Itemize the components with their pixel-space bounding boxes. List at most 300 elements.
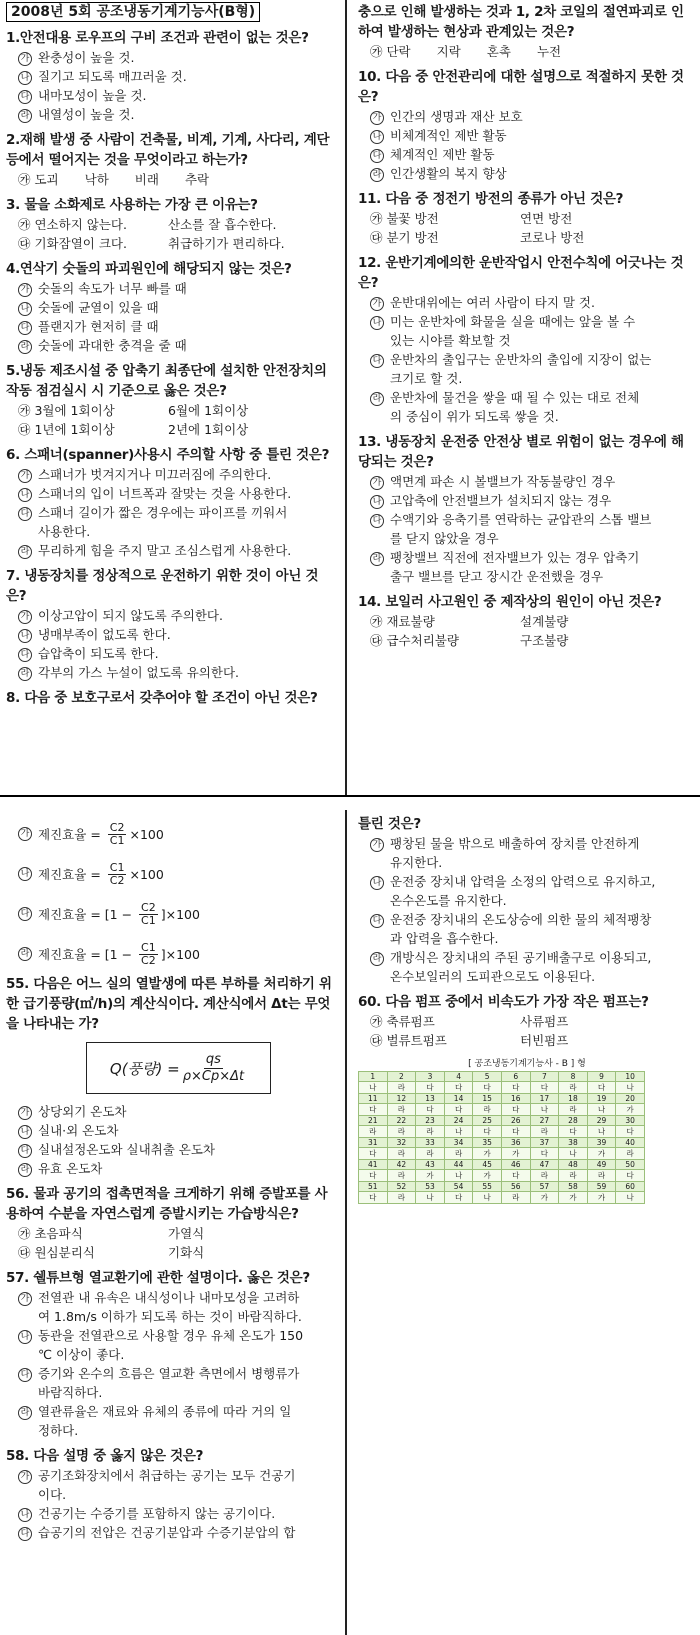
option-text: 건공기는 수증기를 포함하지 않는 공기이다. [38, 1506, 276, 1521]
question-number-cell: 24 [444, 1116, 473, 1126]
option-marker: 나 [18, 71, 32, 85]
question-number-cell: 16 [501, 1094, 530, 1104]
option-text: 스패너의 입이 너트폭과 잘맞는 것을 사용한다. [38, 486, 292, 501]
option-marker: 가 [370, 476, 384, 490]
question-number-cell: 13 [416, 1094, 445, 1104]
question-title: 6. 스패너(spanner)사용시 주의할 사항 중 틀린 것은? [6, 447, 330, 463]
answer-cell: 가 [616, 1104, 645, 1116]
option-text-continued: 과 압력을 흡수한다. [390, 931, 499, 946]
question-number-cell: 21 [359, 1116, 388, 1126]
answer-option [6, 606, 336, 625]
option-text: 전열관 내 유속은 내식성이나 내마모성을 고려하 [38, 1290, 300, 1305]
answer-option [358, 107, 696, 126]
answer-option-row [358, 1012, 696, 1031]
answer-cell: 다 [444, 1192, 473, 1204]
formula-denominator: C1 [109, 833, 125, 847]
answer-option: ㉰ 분기 방전 [370, 230, 439, 245]
answer-option: 가열식 [168, 1226, 205, 1241]
question [6, 259, 336, 355]
option-text-continued: 바람직하다. [38, 1385, 103, 1400]
question-number-cell: 17 [530, 1094, 559, 1104]
question-number-cell: 3 [416, 1072, 445, 1082]
option-text: 질기고 되도록 매끄러울 것. [38, 69, 187, 84]
formula-numerator: C1 [141, 940, 156, 954]
answer-option [6, 1466, 336, 1485]
answer-option [6, 1288, 336, 1307]
answer-cell: 다 [416, 1082, 445, 1094]
answer-option: 설계불량 [520, 614, 569, 629]
option-text: 숫돌에 과대한 충격을 줄 때 [38, 338, 187, 353]
answer-cell: 라 [387, 1170, 416, 1182]
answer-table-answer-row [359, 1170, 645, 1182]
question-number-cell: 2 [387, 1072, 416, 1082]
question-number-cell: 39 [587, 1138, 616, 1148]
answer-option [358, 834, 696, 853]
answer-option: 구조불량 [520, 633, 569, 648]
answer-option [6, 1504, 336, 1523]
question [358, 2, 696, 61]
option-text: 스패너가 벗겨지거나 미끄러짐에 주의한다. [38, 467, 272, 482]
question-title: 7. 냉동장치를 정상적으로 운전하기 위한 것이 아닌 것은? [6, 568, 319, 604]
answer-option: 혼촉 [486, 44, 511, 59]
option-marker: 라 [370, 392, 384, 406]
answer-cell: 라 [387, 1082, 416, 1094]
option-marker: 가 [370, 838, 384, 852]
question-number-cell: 5 [473, 1072, 502, 1082]
answer-cell: 라 [473, 1104, 502, 1116]
formula-numerator: C1 [109, 860, 125, 874]
question-number-cell: 15 [473, 1094, 502, 1104]
question-number-cell: 49 [587, 1160, 616, 1170]
answer-option [358, 472, 696, 491]
answer-option [358, 948, 696, 967]
page-separator [0, 795, 700, 810]
formula-label: 제진효율 [38, 947, 87, 962]
formula-numerator: qs [205, 1051, 221, 1067]
option-marker: 나 [18, 488, 32, 502]
option-marker: 다 [370, 914, 384, 928]
option-text: 숫돌에 균열이 있을 때 [38, 300, 159, 315]
answer-option: 취급하기가 편리하다. [168, 236, 285, 251]
option-marker: 가 [370, 297, 384, 311]
question-number-cell: 57 [530, 1182, 559, 1192]
answer-cell: 라 [587, 1170, 616, 1182]
answer-option-row [358, 228, 696, 247]
answer-cell: 나 [559, 1148, 588, 1160]
answer-option-row [6, 1243, 336, 1262]
answer-cell: 라 [387, 1148, 416, 1160]
answer-option [6, 1121, 336, 1140]
answer-cell: 라 [530, 1170, 559, 1182]
question-title: 14. 보일러 사고원인 중 제작상의 원인이 아닌 것은? [358, 594, 662, 610]
option-text-continued: 온수온도를 유지한다. [390, 893, 507, 908]
answer-table-answer-row [359, 1126, 645, 1138]
answer-cell: 다 [359, 1148, 388, 1160]
option-marker: 라 [18, 545, 32, 559]
option-marker: 다 [370, 354, 384, 368]
question-number-cell: 46 [501, 1160, 530, 1170]
question-number-cell: 27 [530, 1116, 559, 1126]
option-text-continued: 를 닫지 않았을 경우 [390, 531, 499, 546]
formula-fraction [183, 1052, 244, 1085]
answer-cell: 라 [387, 1126, 416, 1138]
formula-option [6, 894, 336, 934]
option-marker: 가 [18, 283, 32, 297]
answer-table-number-row [359, 1072, 645, 1082]
answer-option: 누전 [536, 44, 562, 59]
column-divider [345, 0, 347, 795]
question-number-cell: 9 [587, 1072, 616, 1082]
option-text: 공기조화장치에서 취급하는 공기는 모두 건공기 [38, 1468, 296, 1483]
option-text: 운전중 장치내의 온도상승에 의한 물의 체적팽창 [390, 912, 652, 927]
question-number-cell: 12 [387, 1094, 416, 1104]
answer-cell: 다 [501, 1104, 530, 1116]
answer-table-answer-row [359, 1148, 645, 1160]
answer-cell: 다 [416, 1104, 445, 1116]
question-number-cell: 53 [416, 1182, 445, 1192]
formula-option [6, 934, 336, 974]
question-number-cell: 1 [359, 1072, 388, 1082]
option-text: 냉매부족이 없도록 한다. [38, 627, 171, 642]
option-text: 운전중 장치내 압력을 소정의 압력으로 유지하고, [390, 874, 656, 889]
option-marker: 다 [18, 90, 32, 104]
formula-label: 제진효율 [38, 827, 87, 842]
option-marker: 나 [18, 1508, 32, 1522]
option-text: 완충성이 높을 것. [38, 50, 135, 65]
option-text-continued: 유지한다. [390, 855, 443, 870]
answer-option [6, 541, 336, 560]
question-number-cell: 60 [616, 1182, 645, 1192]
option-text-continued: ℃ 이상이 좋다. [38, 1347, 125, 1362]
answer-table-number-row [359, 1160, 645, 1170]
option-marker: 라 [18, 109, 32, 123]
exam-page-2 [0, 810, 700, 1635]
option-marker: 나 [370, 495, 384, 509]
answer-table-answer-row [359, 1192, 645, 1204]
option-text: 팽창된 물을 밖으로 배출하여 장치를 안전하게 [390, 836, 640, 851]
question-number-cell: 7 [530, 1072, 559, 1082]
answer-table-answer-row [359, 1082, 645, 1094]
option-marker: 라 [370, 952, 384, 966]
answer-option [358, 510, 696, 529]
formula-suffix: ×100 [129, 866, 164, 882]
question [358, 814, 696, 986]
question-number-cell: 28 [559, 1116, 588, 1126]
answer-table-answer-row [359, 1104, 645, 1116]
question-number-cell: 58 [559, 1182, 588, 1192]
option-marker: 가 [18, 1106, 32, 1120]
answer-cell: 나 [587, 1126, 616, 1138]
option-marker: 나 [18, 867, 32, 881]
option-text: 유효 온도차 [38, 1161, 103, 1176]
formula-fraction [108, 862, 127, 887]
question-title: 55. 다음은 어느 실의 열발생에 따른 부하를 처리하기 위한 급기풍량(㎥/h)의 계산식이다. 계산식에서 Δt는 무엇을 나타내는 가? [6, 976, 332, 1032]
question-number-cell: 26 [501, 1116, 530, 1126]
answer-cell: 라 [387, 1104, 416, 1116]
option-text: 각부의 가스 누설이 없도록 유의한다. [38, 665, 239, 680]
answer-option: 추락 [184, 172, 210, 187]
question [6, 566, 336, 682]
option-marker: 라 [370, 552, 384, 566]
question-title: 58. 다음 설명 중 옳지 않은 것은? [6, 1448, 204, 1464]
answer-option-row [6, 170, 336, 189]
option-text: 무리하게 힘을 주지 말고 조심스럽게 사용한다. [38, 543, 292, 558]
question-number-cell: 52 [387, 1182, 416, 1192]
answer-option: 사류펌프 [520, 1014, 569, 1029]
answer-option: 6월에 1회이상 [168, 403, 249, 418]
answer-cell: 나 [616, 1192, 645, 1204]
answer-cell: 다 [359, 1170, 388, 1182]
question [6, 974, 336, 1178]
question-number-cell: 50 [616, 1160, 645, 1170]
answer-option [6, 1159, 336, 1178]
answer-cell: 나 [530, 1104, 559, 1116]
question-title: 11. 다음 중 정전기 방전의 종류가 아닌 것은? [358, 191, 624, 207]
formula-option [6, 814, 336, 854]
answer-option [358, 164, 696, 183]
answer-option [6, 1523, 336, 1542]
answer-option: ㉰ 기화잠열이 크다. [18, 236, 127, 251]
answer-cell: 라 [559, 1170, 588, 1182]
answer-option [6, 48, 336, 67]
answer-cell: 나 [473, 1192, 502, 1204]
formula-suffix: ]×100 [160, 946, 200, 962]
question-title: 충으로 인해 발생하는 것과 1, 2차 코일의 절연파괴로 인하여 발생하는 현상과 관계있는 것은? [358, 4, 684, 40]
question [6, 1446, 336, 1542]
formula-fraction [139, 942, 158, 967]
answer-option-row [358, 209, 696, 228]
option-text: 실내설정온도와 실내취출 온도차 [38, 1142, 215, 1157]
option-text: 고압축에 안전밸브가 설치되지 않는 경우 [390, 493, 612, 508]
answer-table-number-row [359, 1138, 645, 1148]
answer-option [6, 86, 336, 105]
option-marker: 다 [18, 1527, 32, 1541]
answer-option [358, 312, 696, 331]
option-marker: 나 [18, 1125, 32, 1139]
answer-option [358, 388, 696, 407]
question-number-cell: 59 [587, 1182, 616, 1192]
formula-denominator: ρ×Cp×Δt [182, 1068, 245, 1084]
question-number-cell: 35 [473, 1138, 502, 1148]
answer-option: ㉰ 급수처리불량 [370, 633, 459, 648]
question-number-cell: 14 [444, 1094, 473, 1104]
question-number-cell: 19 [587, 1094, 616, 1104]
answer-option: 기화식 [168, 1245, 205, 1260]
formula-denominator: C2 [109, 873, 125, 887]
option-text: 실내·외 온도차 [38, 1123, 119, 1138]
question-number-cell: 37 [530, 1138, 559, 1148]
option-text: 숫돌의 속도가 너무 빠를 때 [38, 281, 187, 296]
option-marker: 다 [370, 514, 384, 528]
answer-cell: 나 [359, 1082, 388, 1094]
answer-cell: 라 [359, 1126, 388, 1138]
question-number-cell: 51 [359, 1182, 388, 1192]
answer-option-row [358, 612, 696, 631]
option-text: 인간의 생명과 재산 보호 [390, 109, 523, 124]
option-marker: 라 [370, 168, 384, 182]
answer-cell: 다 [587, 1082, 616, 1094]
answer-option [358, 872, 696, 891]
question-title: 12. 운반기계에의한 운반작업시 안전수칙에 어긋나는 것은? [358, 255, 684, 291]
option-marker: 다 [18, 1368, 32, 1382]
option-marker: 가 [370, 111, 384, 125]
answer-cell: 다 [616, 1170, 645, 1182]
option-text-continued: 있는 시야를 확보할 것 [390, 333, 511, 348]
question [6, 195, 336, 253]
question [358, 432, 696, 586]
answer-option [358, 293, 696, 312]
answer-option-row [6, 215, 336, 234]
answer-cell: 다 [501, 1170, 530, 1182]
option-marker: 나 [370, 130, 384, 144]
option-marker: 다 [18, 648, 32, 662]
option-text: 상당외기 온도차 [38, 1104, 127, 1119]
option-text: 플랜지가 현저히 클 때 [38, 319, 159, 334]
answer-option [6, 1140, 336, 1159]
option-text-continued: 정하다. [38, 1423, 79, 1438]
formula-operator: = [90, 826, 101, 842]
formula-suffix: ]×100 [160, 906, 200, 922]
option-marker: 가 [18, 1292, 32, 1306]
option-text: 수액기와 응축기를 연락하는 균압관의 스톱 밸브 [390, 512, 652, 527]
option-text: 열관류율은 재료와 유체의 종류에 따라 거의 일 [38, 1404, 292, 1419]
answer-option [6, 484, 336, 503]
option-marker: 나 [18, 629, 32, 643]
answer-option: ㉰ 원심분리식 [18, 1245, 95, 1260]
question-number-cell: 10 [616, 1072, 645, 1082]
question-number-cell: 34 [444, 1138, 473, 1148]
formula-operator: = [1 − [90, 906, 133, 922]
answer-option [6, 1102, 336, 1121]
question-number-cell: 29 [587, 1116, 616, 1126]
answer-option: 터빈펌프 [520, 1033, 569, 1048]
question-number-cell: 31 [359, 1138, 388, 1148]
question-number-cell: 36 [501, 1138, 530, 1148]
question-number-cell: 6 [501, 1072, 530, 1082]
answer-option [358, 350, 696, 369]
formula-numerator: C2 [141, 900, 156, 914]
answer-cell: 가 [473, 1148, 502, 1160]
question-number-cell: 33 [416, 1138, 445, 1148]
question-number-cell: 47 [530, 1160, 559, 1170]
question [6, 130, 336, 189]
question [6, 688, 336, 708]
question [358, 592, 696, 650]
question-number-cell: 18 [559, 1094, 588, 1104]
answer-cell: 라 [444, 1148, 473, 1160]
question [6, 361, 336, 439]
question-number-cell: 32 [387, 1138, 416, 1148]
answer-option [6, 105, 336, 124]
option-text: 비체계적인 제반 활동 [390, 128, 507, 143]
answer-option: ㉰ 1년에 1회이상 [18, 422, 115, 437]
answer-cell: 가 [587, 1192, 616, 1204]
option-text: 스패너 길이가 짧은 경우에는 파이프를 끼워서 [38, 505, 288, 520]
answer-option [6, 298, 336, 317]
formula-label: 제진효율 [38, 867, 87, 882]
question-number-cell: 25 [473, 1116, 502, 1126]
answer-option [6, 1364, 336, 1383]
question-number-cell: 48 [559, 1160, 588, 1170]
answer-option: ㉮ 불꽃 방전 [370, 211, 439, 226]
answer-cell: 다 [616, 1126, 645, 1138]
answer-cell: 라 [501, 1192, 530, 1204]
exam-header: 2008년 5회 공조냉동기계기능사(B형) [6, 2, 260, 22]
exam-page-1 [0, 0, 700, 795]
question-number-cell: 20 [616, 1094, 645, 1104]
option-marker: 나 [370, 876, 384, 890]
formula-denominator: C1 [141, 913, 156, 927]
question-number-cell: 44 [444, 1160, 473, 1170]
answer-cell: 다 [444, 1082, 473, 1094]
question-title: 2.재해 발생 중 사람이 건축물, 비계, 기계, 사다리, 계단 등에서 떨어지는 것을 무엇이라고 하는가? [6, 132, 330, 168]
option-text-continued: 사용한다. [38, 524, 91, 539]
option-text-continued: 온수보일러의 도피관으로도 이용된다. [390, 969, 596, 984]
question-title: 틀린 것은? [358, 816, 421, 832]
answer-cell: 나 [444, 1170, 473, 1182]
question-title: 57. 쉘튜브형 열교환기에 관한 설명이다. 옳은 것은? [6, 1270, 310, 1286]
option-marker: 라 [18, 340, 32, 354]
question-title: 10. 다음 중 안전관리에 대한 설명으로 적절하지 못한 것은? [358, 69, 684, 105]
answer-option-row [6, 420, 336, 439]
formula-operator: = [1 − [90, 946, 133, 962]
option-text: 인간생활의 복지 향상 [390, 166, 507, 181]
answer-option: 2년에 1회이상 [168, 422, 249, 437]
answer-option: 낙하 [84, 172, 109, 187]
answer-option-row [358, 42, 696, 61]
answer-cell: 다 [359, 1104, 388, 1116]
option-text-continued: 의 중심이 위가 되도록 쌓을 것. [390, 409, 559, 424]
question [358, 992, 696, 1050]
option-marker: 다 [18, 507, 32, 521]
answer-option [6, 625, 336, 644]
option-marker: 라 [18, 1163, 32, 1177]
right-column [358, 2, 696, 656]
left-column [6, 0, 336, 714]
answer-cell: 라 [559, 1082, 588, 1094]
formula-suffix: ×100 [129, 826, 164, 842]
answer-table [358, 1071, 645, 1204]
question [358, 67, 696, 183]
option-text: 운반대위에는 여러 사람이 타지 말 것. [390, 295, 595, 310]
question-number-cell: 54 [444, 1182, 473, 1192]
answer-cell: 다 [530, 1082, 559, 1094]
formula-denominator: C2 [141, 953, 156, 967]
answer-option [358, 126, 696, 145]
question-number-cell: 40 [616, 1138, 645, 1148]
answer-cell: 나 [444, 1126, 473, 1138]
question-title: 5.냉동 제조시설 중 압축기 최종단에 설치한 안전장치의 작동 점검실시 시 기준으로 옳은 것은? [6, 363, 327, 399]
answer-cell: 다 [559, 1126, 588, 1138]
option-text-continued: 여 1.8m/s 이하가 되도록 하는 것이 바람직하다. [38, 1309, 302, 1324]
option-text: 내열성이 높을 것. [38, 107, 135, 122]
question-number-cell: 4 [444, 1072, 473, 1082]
option-marker: 나 [18, 1330, 32, 1344]
answer-table-title: [ 공조냉동기계기능사 - B ] 형 [468, 1059, 586, 1069]
answer-cell: 가 [473, 1170, 502, 1182]
option-marker: 가 [18, 610, 32, 624]
option-marker: 라 [18, 667, 32, 681]
answer-option [6, 663, 336, 682]
option-marker: 라 [18, 947, 32, 961]
answer-option [358, 910, 696, 929]
answer-option [6, 503, 336, 522]
question-title: 3. 물을 소화제로 사용하는 가장 큰 이유는? [6, 197, 258, 213]
question-number-cell: 22 [387, 1116, 416, 1126]
question-number-cell: 42 [387, 1160, 416, 1170]
answer-option-row [6, 234, 336, 253]
question [6, 1184, 336, 1262]
